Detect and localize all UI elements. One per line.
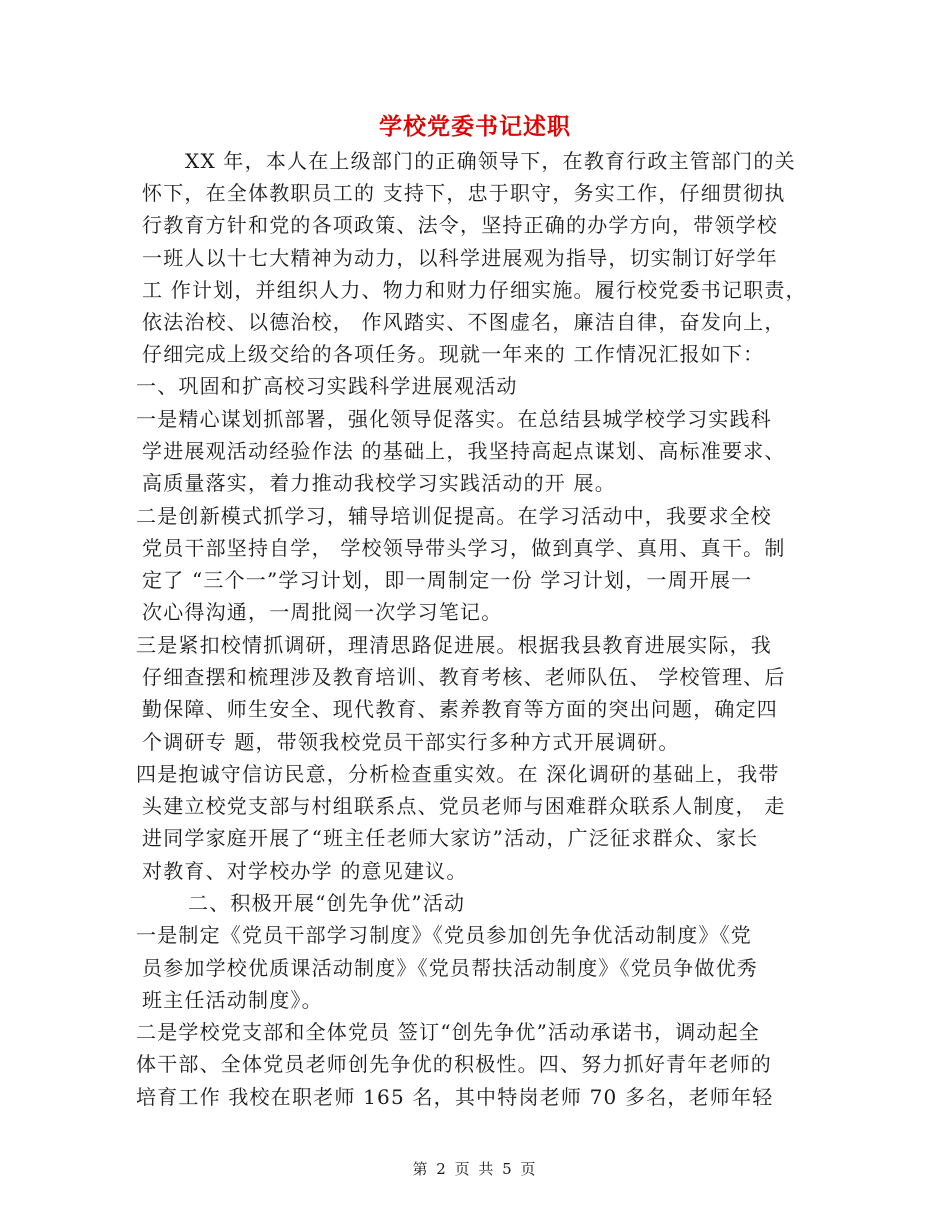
paragraph-line: 高质量落实，着力推动我校学习实践活动的开 展。 <box>142 471 616 495</box>
paragraph-line: 培育工作 我校在职老师 165 名，其中特岗老师 70 多名，老师年轻 <box>136 1085 774 1109</box>
paragraph-line: 一班人以十七大精神为动力，以科学进展观为指导，切实制订好学年 <box>142 246 778 270</box>
paragraph-line: 党员干部坚持自学， 学校领导带头学习，做到真学、真用、真干。制 <box>142 536 786 560</box>
paragraph-line: 工 作计划，并组织人力、物力和财力仔细实施。履行校党委书记职责， <box>142 278 807 302</box>
paragraph-line: 进同学家庭开展了“班主任老师大家访”活动，广泛征求群众、家长 <box>142 826 759 850</box>
paragraph-line: 怀下，在全体教职员工的 支持下，忠于职守，务实工作，仔细贯彻执 <box>142 181 786 205</box>
paragraph-line: 次心得沟通，一周批阅一次学习笔记。 <box>142 600 503 624</box>
paragraph-line: 班主任活动制度》。 <box>142 988 323 1012</box>
section-heading: 一、巩固和扩高校习实践科学进展观活动 <box>136 374 518 398</box>
paragraph-line: 学进展观活动经验作法 的基础上，我坚持高起点谋划、高标准要求、 <box>142 439 786 463</box>
paragraph-line: 定了 “三个一”学习计划，即一周制定一份 学习计划，一周开展一 <box>142 568 753 592</box>
paragraph-line: 二是创新模式抓学习，辅导培训促提高。在学习活动中，我要求全校 <box>136 504 772 528</box>
page-number-footer: 第 2 页 共 5 页 <box>412 1160 538 1178</box>
document-title: 学校党委书记述职 <box>379 113 571 140</box>
section-heading: 二、积极开展“创先争优”活动 <box>188 891 466 915</box>
paragraph-line: 勤保障、师生安全、现代教育、素养教育等方面的突出问题，确定四 <box>142 697 778 721</box>
paragraph-line: 头建立校党支部与村组联系点、党员老师与困难群众联系人制度， 走 <box>142 794 786 818</box>
paragraph-line: 仔细完成上级交给的各项任务。现就一年来的 工作情况汇报如下： <box>142 342 765 366</box>
paragraph-line: 个调研专 题，带领我校党员干部实行多种方式开展调研。 <box>142 730 680 754</box>
paragraph-line: 二是学校党支部和全体党员 签订“创先争优”活动承诺书，调动起全 <box>136 1020 761 1044</box>
paragraph-line: 仔细查摆和梳理涉及教育培训、教育考核、老师队伍、 学校管理、后 <box>142 665 786 689</box>
paragraph-line: 一是精心谋划抓部署，强化领导促落实。在总结县城学校学习实践科 <box>136 407 772 431</box>
paragraph-line: 行教育方针和党的各项政策、法令，坚持正确的办学方向，带领学校 <box>142 213 778 237</box>
paragraph-line: 一是制定《党员干部学习制度》《党员参加创先争优活动制度》《党 <box>136 923 752 947</box>
paragraph-line: XX 年，本人在上级部门的正确领导下，在教育行政主管部门的关 <box>185 149 796 173</box>
paragraph-line: 三是紧扣校情抓调研，理清思路促进展。根据我县教育进展实际，我 <box>136 633 772 657</box>
paragraph-line: 体干部、全体党员老师创先争优的积极性。四、努力抓好青年老师的 <box>136 1052 772 1076</box>
paragraph-line: 依法治校、以德治校， 作风踏实、不图虚名，廉洁自律，奋发向上， <box>142 310 786 334</box>
paragraph-line: 四是抱诚守信访民意，分析检查重实效。在 深化调研的基础上，我带 <box>136 762 780 786</box>
paragraph-line: 对教育、对学校办学 的意见建议。 <box>142 859 468 883</box>
paragraph-line: 员参加学校优质课活动制度》《党员帮扶活动制度》《党员争做优秀 <box>142 956 758 980</box>
